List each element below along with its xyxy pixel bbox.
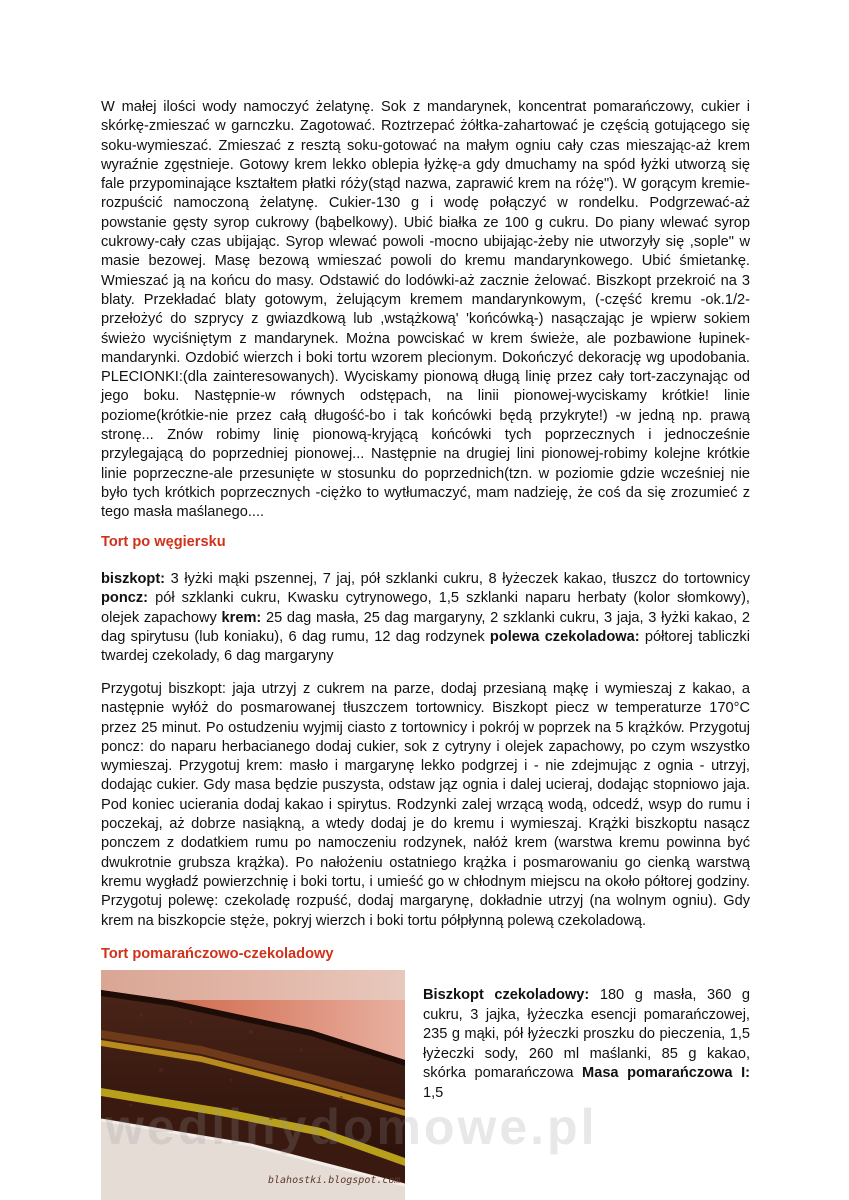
section-title-tort-pomaranczowo-czekoladowy: Tort pomarańczowo-czekoladowy <box>101 946 334 962</box>
ingredients-paragraph-2 <box>423 986 750 1104</box>
watermark: wedlinydomowe.pl <box>105 1099 598 1155</box>
ingredient-label: poncz: <box>101 590 149 607</box>
ingredient-text: 1,5 <box>423 1084 444 1101</box>
ingredient-text: 180 g masła, 360 g cukru, 3 jajka, łyżeczka esencji pomarańczowej, 235 g mąki, pół łyżeczki proszku do pieczenia, 1,5 łyżeczki sody, 260 ml maślanki, 85 g kakao, skórka pomarańczowa <box>423 987 750 1082</box>
intro-paragraph: W małej ilości wody namoczyć żelatynę. Sok z mandarynek, koncentrat pomarańczowy, cukier i skórkę-zmieszać w garnczku. Zagotować. Roztrzepać żółtka-zahartować je częścią gotującego się soku-wymieszać. Zmieszać z resztą soku-gotować na małym ogniu cały czas mieszając-aż krem wyraźnie zgęstnieje. Gotowy krem lekko oblepia łyżkę-a gdy dmuchamy na spód łyżki utworzą się fale przypominające kształtem płatki róży(stąd nazwa, zaprawić krem na różę"). W gorącym kremie-rozpuścić namoczoną żelatynę. Cukier-130 g i wodę połączyć w rondelku. Podgrzewać-aż powstanie gęsty syrop cukrowy (bąbelkowy). Ubić białka ze 100 g cukru. Do piany wlewać syrop cukrowy-cały czas ubijając. Syrop wlewać powoli -mocno ubijając-żeby nie utworzyły się ,sople" w masie bezowej. Masę bezową wmieszać powoli do kremu mandarynkowego. Ubić śmietankę. Wmieszać ją na końcu do masy. Odstawić do lodówki-aż zacznie żelować. Biszkopt przekroić na 3 blaty. Przekładać blaty gotowym, żelującym kremem mandarynkowym, (-część kremu -ok.1/2-przełożyć do szprycy z gwiazdkową lub ,wstążkową' 'końcówką-) nasączając je wpierw sokiem świeżo wyciśniętym z mandarynek. Można powciskać w krem świeże, ale pozbawione łupinek-mandarynki. Ozdobić wierzch i boki tortu wzorem plecionym. Dokończyć dekorację wg upodobania. PLECIONKI:(dla zainteresowanych). Wyciskamy pionową długą linię przez cały tort-zaczynając od jego boku. Następnie-w równych odstępach, na linii pionowej-wyciskamy krótkie! linie poziome(krótkie-nie przez całą długość-bo i tak końcówki będą przykryte!) -w jedną np. prawą stronę... Znów robimy linię pionową-kryjącą końcówki tych poprzecznych i jednocześnie przylegającą do poprzedniej pionowej... Następnie na drugiej lini pionowej-robimy kolejne krótkie linie poprzeczne-ale przesunięte w stosunku do poprzednich(tzn. w poziomie gdzie wcześniej nie było tych krótkich poprzecznych -ciężko to wytłumaczyć, mam nadzieję, że coś da się zrozumieć z tego masła maślanego.... <box>101 99 750 521</box>
ingredient-label: biszkopt: <box>101 571 166 587</box>
ingredient-text: pół szklanki cukru, Kwasku cytrynowego, 1,5 szklanki naparu herbaty (kolor słomkowy), olejek zapachowy <box>101 590 750 626</box>
ingredient-label: polewa czekoladowa: <box>489 628 640 645</box>
section-title-tort-po-wegiersku: Tort po węgiersku <box>101 534 226 550</box>
ingredient-text: półtorej tabliczki twardej czekolady, 6 dag margaryny <box>101 628 750 665</box>
cake-photo <box>101 970 405 1200</box>
method-paragraph-1: Przygotuj biszkopt: jaja utrzyj z cukrem na parze, dodaj przesianą mąkę i wymieszaj z kakao, a następnie wyłóż do posmarowanej tłuszczem tortownicy. Biszkopt piecz w temperaturze 170°C przez 25 minut. Po ostudzeniu wyjmij ciasto z tortownicy i pokrój w poprzek na 5 krążków. Przygotuj poncz: do naparu herbacianego dodaj cukier, sok z cytryny i olejek zapachowy, po czym wszystko wymieszaj. Przygotuj krem: masło i margarynę lekko podgrzej i - nie zdejmując z ognia - utrzyj, dodając cukier. Gdy masa będzie puszysta, odstaw jąz ognia i dalej ucieraj, dodając stopniowo jaja. Pod koniec ucierania dodaj kakao i spirytus. Rodzynki zalej wrzącą wodą, odcedź, wsyp do rumu i poczekaj, aż dobrze nasiąkną, a wtedy dodaj je do kremu i wymieszaj. Krążki biszkoptu nasącz ponczem z dodatkiem rumu po namoczeniu rodzynek, nałóż krem (warstwa kremu powinna być dwukrotnie grubsza krążka). Po nałożeniu ostatniego krążka i posmarowaniu go cienką warstwą kremu wygładź powierzchnię i boki tortu, i umieść go w chłodnym miejscu na około półtorej godziny. Przygotuj polewę: czekoladę rozpuść, dodaj margarynę, dokładnie utrzyj (na wolnym ogniu). Gdy krem na biszkopcie stęże, pokryj wierzch i boki tortu półpłynną polewą czekoladową. <box>101 681 750 929</box>
ingredient-label: krem: <box>221 609 262 626</box>
ingredient-text: 25 dag masła, 25 dag margaryny, 2 szklanki cukru, 3 jaja, 3 łyżki kakao, 2 dag spirytusu (lub koniaku), 6 dag rumu, 12 dag rodzynek <box>101 609 750 645</box>
cake-slice-image <box>101 970 405 1200</box>
ingredient-text: 3 łyżki mąki pszennej, 7 jaj, pół szklanki cukru, 8 łyżeczek kakao, tłuszcz do tortownicy <box>165 571 750 587</box>
ingredient-label: Masa pomarańczowa I: <box>582 1065 750 1082</box>
ingredients-paragraph-1 <box>101 570 750 666</box>
photo-caption: blahostki.blogspot.com <box>268 1175 401 1186</box>
ingredient-label: Biszkopt czekoladowy: <box>423 987 590 1003</box>
